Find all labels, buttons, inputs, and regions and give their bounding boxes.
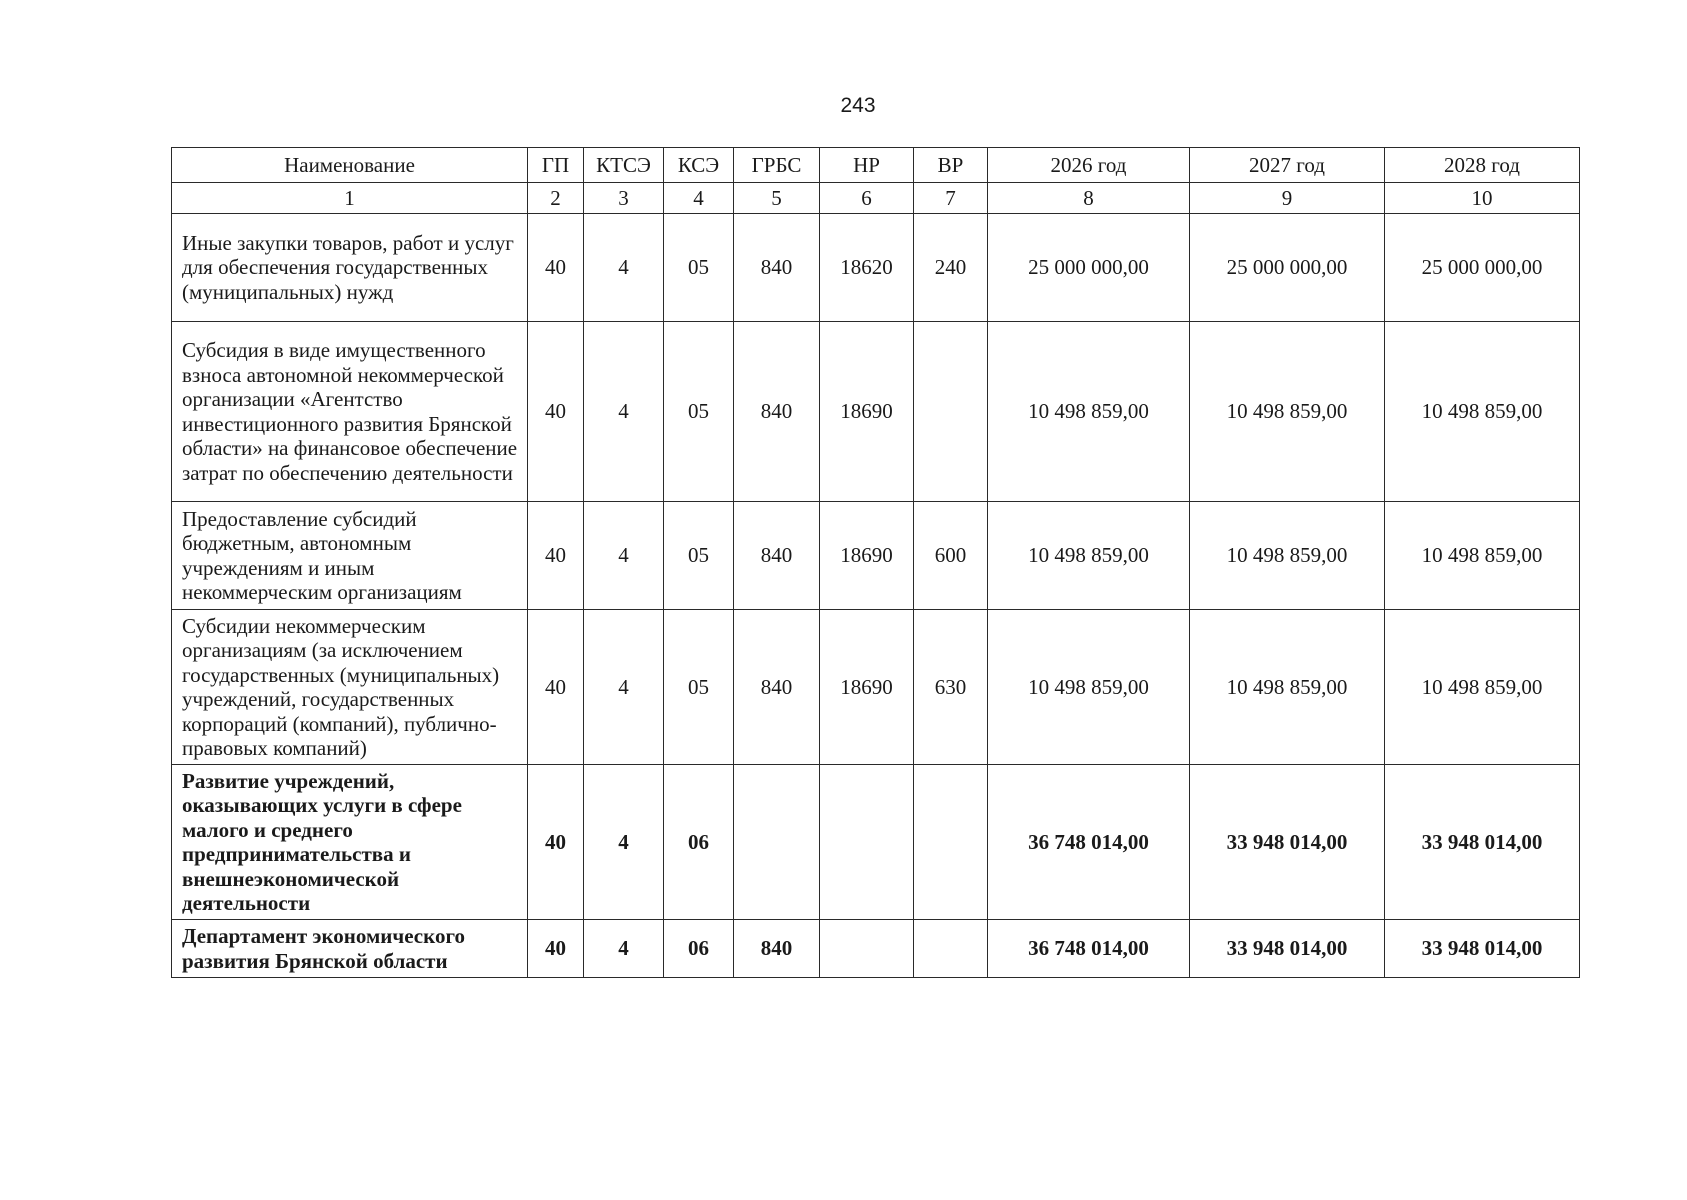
cell-2027: 10 498 859,00	[1190, 322, 1385, 502]
cell-2026: 25 000 000,00	[988, 214, 1190, 322]
column-number: 3	[584, 183, 664, 214]
column-number: 10	[1385, 183, 1580, 214]
cell-vr	[914, 322, 988, 502]
row-name: Иные закупки товаров, работ и услуг для обеспечения государственных (муниципальных) нужд	[172, 214, 528, 322]
cell-2028: 10 498 859,00	[1385, 322, 1580, 502]
cell-2028: 33 948 014,00	[1385, 765, 1580, 920]
cell-gp: 40	[528, 920, 584, 978]
cell-2028: 25 000 000,00	[1385, 214, 1580, 322]
cell-2028: 33 948 014,00	[1385, 920, 1580, 978]
cell-kse: 06	[664, 920, 734, 978]
cell-kse: 05	[664, 322, 734, 502]
table-row	[172, 920, 1580, 978]
table-row	[172, 502, 1580, 610]
cell-2027: 33 948 014,00	[1190, 920, 1385, 978]
cell-vr: 600	[914, 502, 988, 610]
cell-nr: 18620	[820, 214, 914, 322]
table-row	[172, 610, 1580, 765]
cell-grbs: 840	[734, 920, 820, 978]
column-number: 6	[820, 183, 914, 214]
cell-gp: 40	[528, 610, 584, 765]
cell-nr: 18690	[820, 322, 914, 502]
column-number: 9	[1190, 183, 1385, 214]
cell-ktse: 4	[584, 765, 664, 920]
cell-2026: 36 748 014,00	[988, 920, 1190, 978]
column-number: 5	[734, 183, 820, 214]
column-number: 7	[914, 183, 988, 214]
cell-grbs: 840	[734, 322, 820, 502]
cell-ktse: 4	[584, 322, 664, 502]
table-row	[172, 765, 1580, 920]
header-cell-nr: НР	[820, 148, 914, 183]
cell-2028: 10 498 859,00	[1385, 502, 1580, 610]
cell-2027: 10 498 859,00	[1190, 610, 1385, 765]
table-row	[172, 214, 1580, 322]
cell-ktse: 4	[584, 920, 664, 978]
cell-2026: 10 498 859,00	[988, 610, 1190, 765]
cell-kse: 05	[664, 610, 734, 765]
header-cell-grbs: ГРБС	[734, 148, 820, 183]
page-number: 243	[840, 94, 876, 117]
cell-kse: 06	[664, 765, 734, 920]
cell-grbs: 840	[734, 502, 820, 610]
cell-gp: 40	[528, 214, 584, 322]
cell-gp: 40	[528, 322, 584, 502]
header-cell-2028: 2028 год	[1385, 148, 1580, 183]
cell-2026: 10 498 859,00	[988, 322, 1190, 502]
header-cell-2027: 2027 год	[1190, 148, 1385, 183]
row-name: Департамент экономического развития Брянской области	[172, 920, 528, 978]
cell-2027: 33 948 014,00	[1190, 765, 1385, 920]
cell-vr: 240	[914, 214, 988, 322]
cell-nr	[820, 920, 914, 978]
header-cell-vr: ВР	[914, 148, 988, 183]
cell-nr: 18690	[820, 610, 914, 765]
column-number-row	[172, 183, 1580, 214]
cell-ktse: 4	[584, 502, 664, 610]
cell-grbs: 840	[734, 610, 820, 765]
cell-grbs: 840	[734, 214, 820, 322]
row-name: Развитие учреждений, оказывающих услуги в сфере малого и среднего предпринимательства и внешнеэкономической деятельности	[172, 765, 528, 920]
cell-ktse: 4	[584, 214, 664, 322]
cell-gp: 40	[528, 765, 584, 920]
cell-2026: 10 498 859,00	[988, 502, 1190, 610]
header-cell-2026: 2026 год	[988, 148, 1190, 183]
row-name: Предоставление субсидий бюджетным, автономным учреждениям и иным некоммерческим организациям	[172, 502, 528, 610]
cell-vr	[914, 765, 988, 920]
budget-table	[171, 147, 1580, 978]
column-number: 1	[172, 183, 528, 214]
cell-gp: 40	[528, 502, 584, 610]
header-cell-ktse: КТСЭ	[584, 148, 664, 183]
row-name: Субсидии некоммерческим организациям (за исключением государственных (муниципальных) учреждений, государственных корпораций (компаний), публично-правовых компаний)	[172, 610, 528, 765]
cell-nr	[820, 765, 914, 920]
cell-vr	[914, 920, 988, 978]
cell-kse: 05	[664, 214, 734, 322]
cell-grbs	[734, 765, 820, 920]
cell-nr: 18690	[820, 502, 914, 610]
cell-2027: 10 498 859,00	[1190, 502, 1385, 610]
header-cell-kse: КСЭ	[664, 148, 734, 183]
column-number: 2	[528, 183, 584, 214]
cell-2027: 25 000 000,00	[1190, 214, 1385, 322]
cell-vr: 630	[914, 610, 988, 765]
table-header-row	[172, 148, 1580, 183]
column-number: 4	[664, 183, 734, 214]
cell-kse: 05	[664, 502, 734, 610]
table-row	[172, 322, 1580, 502]
row-name: Субсидия в виде имущественного взноса автономной некоммерческой организации «Агентство инвестиционного развития Брянской области» на финансовое обеспечение затрат по обеспечению деятельности	[172, 322, 528, 502]
cell-2026: 36 748 014,00	[988, 765, 1190, 920]
header-cell-gp: ГП	[528, 148, 584, 183]
cell-ktse: 4	[584, 610, 664, 765]
column-number: 8	[988, 183, 1190, 214]
cell-2028: 10 498 859,00	[1385, 610, 1580, 765]
header-cell-name: Наименование	[172, 148, 528, 183]
